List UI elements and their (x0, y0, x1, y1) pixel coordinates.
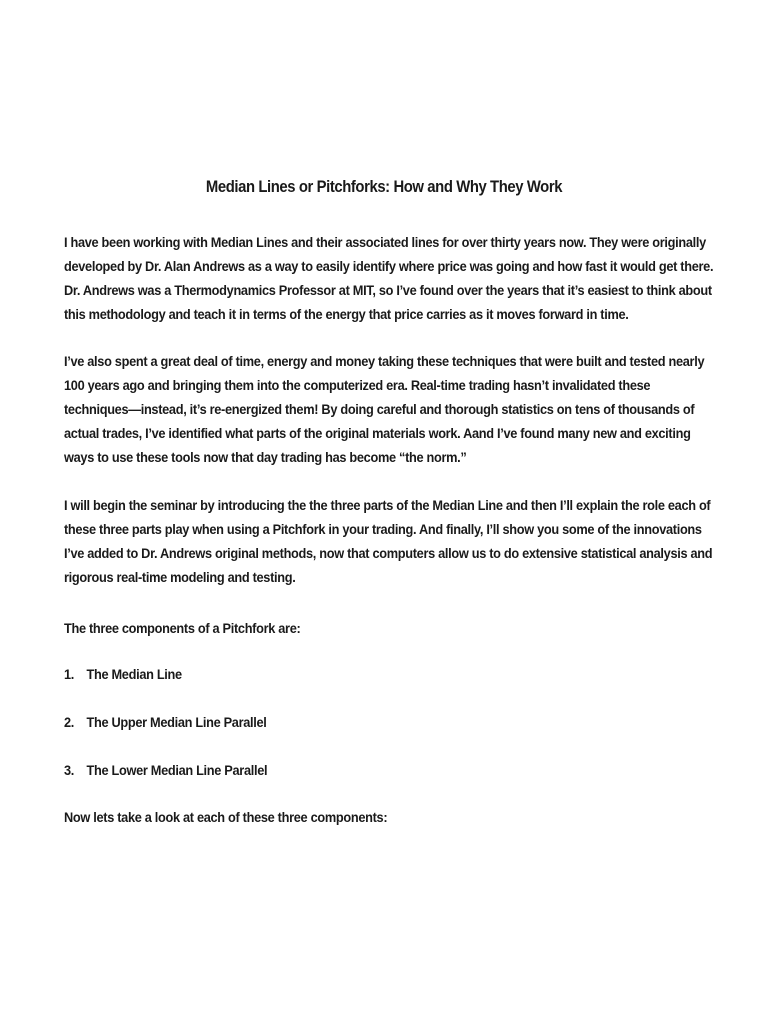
paragraph-intro (64, 231, 714, 327)
list-item-median-line (64, 663, 182, 687)
list-label: The Upper Median Line Parallel (86, 715, 267, 731)
text-line: ways to use these tools now that day trading has become “the norm.” (64, 450, 467, 466)
paragraph-modernization (64, 350, 705, 470)
text-line: Dr. Andrews was a Thermodynamics Professor at MIT, so I’ve found over the years that it’s easiest to think about (64, 283, 712, 299)
list-item-upper-parallel (64, 711, 267, 735)
text-line: I’ve added to Dr. Andrews original methods, now that computers allow us to do extensive statistical analysis and (64, 546, 713, 562)
list-label: The Lower Median Line Parallel (86, 763, 268, 779)
list-number: 1. (64, 667, 75, 683)
text-line: actual trades, I’ve identified what parts of the original materials work. Aand I’ve found many new and exciting (64, 426, 691, 442)
text-line: I’ve also spent a great deal of time, energy and money taking these techniques that were built and tested nearly (64, 354, 705, 370)
list-label: The Median Line (86, 667, 182, 683)
text-line: I will begin the seminar by introducing the the three parts of the Median Line and then I’ll explain the role each of (64, 498, 711, 514)
paragraph-seminar (64, 494, 713, 590)
text-line: techniques—instead, it’s re-energized them! By doing careful and thorough statistics on tens of thousands of (64, 402, 695, 418)
list-number: 2. (64, 715, 75, 731)
text-line: developed by Dr. Alan Andrews as a way to easily identify where price was going and how fast it would get there. (64, 259, 714, 275)
list-item-lower-parallel (64, 759, 267, 783)
text-line: rigorous real-time modeling and testing. (64, 570, 296, 586)
text-line: these three parts play when using a Pitchfork in your trading. And finally, I’ll show you some of the innovations (64, 522, 702, 538)
closing-sentence: Now lets take a look at each of these three components: (64, 810, 388, 826)
components-intro: The three components of a Pitchfork are: (64, 621, 301, 637)
document-title: Median Lines or Pitchforks: How and Why They Work (205, 178, 563, 196)
text-line: I have been working with Median Lines and their associated lines for over thirty years now. They were originally (64, 235, 706, 251)
list-number: 3. (64, 763, 75, 779)
text-line: 100 years ago and bringing them into the computerized era. Real-time trading hasn’t invalidated these (64, 378, 651, 394)
text-line: this methodology and teach it in terms of the energy that price carries as it moves forward in time. (64, 307, 629, 323)
